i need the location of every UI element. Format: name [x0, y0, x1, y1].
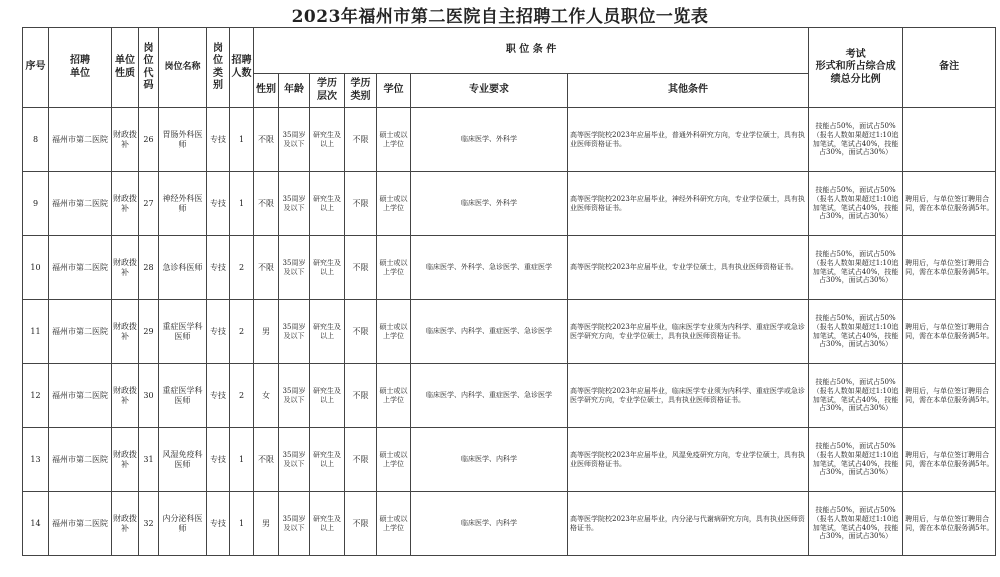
cell-major: 临床医学、外科学 [411, 172, 568, 236]
header-other: 其他条件 [568, 74, 809, 108]
header-seq: 序号 [23, 28, 49, 108]
cell-degree: 硕士或以上学位 [377, 492, 411, 556]
cell-edu-level: 研究生及以上 [310, 428, 345, 492]
cell-unit: 福州市第二医院 [49, 300, 112, 364]
cell-degree: 硕士或以上学位 [377, 364, 411, 428]
cell-count: 2 [230, 236, 254, 300]
cell-remark: 聘用后，与单位签订聘用合同，需在本单位服务满5年。 [903, 300, 996, 364]
cell-edu-level: 研究生及以上 [310, 108, 345, 172]
cell-count: 2 [230, 300, 254, 364]
cell-unit: 福州市第二医院 [49, 364, 112, 428]
cell-seq: 13 [23, 428, 49, 492]
header-nature: 单位 性质 [112, 28, 139, 108]
cell-exam: 技能占50%，面试占50%（报名人数如果超过1:10追加笔试，笔试占40%，技能占30%，面试占30%） [809, 300, 903, 364]
cell-seq: 10 [23, 236, 49, 300]
cell-position-name: 神经外科医师 [159, 172, 207, 236]
cell-age: 35周岁及以下 [279, 236, 310, 300]
cell-nature: 财政拨补 [112, 428, 139, 492]
cell-edu-type: 不限 [345, 364, 377, 428]
cell-exam: 技能占50%，面试占50%（报名人数如果超过1:10追加笔试，笔试占40%，技能占30%，面试占30%） [809, 492, 903, 556]
cell-remark: 聘用后，与单位签订聘用合同，需在本单位服务满5年。 [903, 492, 996, 556]
cell-major: 临床医学、内科学 [411, 428, 568, 492]
header-conditions: 职 位 条 件 [254, 28, 809, 74]
cell-code: 30 [139, 364, 159, 428]
table-row [23, 300, 996, 364]
cell-remark: 聘用后，与单位签订聘用合同，需在本单位服务满5年。 [903, 172, 996, 236]
cell-other: 高等医学院校2023年应届毕业，专业学位硕士，具有执业医师资格证书。 [568, 236, 809, 300]
cell-unit: 福州市第二医院 [49, 428, 112, 492]
cell-category: 专技 [207, 108, 230, 172]
cell-remark: 聘用后，与单位签订聘用合同，需在本单位服务满5年。 [903, 364, 996, 428]
cell-edu-level: 研究生及以上 [310, 364, 345, 428]
cell-exam: 技能占50%，面试占50%（报名人数如果超过1:10追加笔试，笔试占40%，技能占30%，面试占30%） [809, 364, 903, 428]
cell-edu-type: 不限 [345, 172, 377, 236]
cell-unit: 福州市第二医院 [49, 108, 112, 172]
table-row [23, 172, 996, 236]
cell-code: 28 [139, 236, 159, 300]
cell-age: 35周岁及以下 [279, 428, 310, 492]
cell-seq: 12 [23, 364, 49, 428]
header-remark: 备注 [903, 28, 996, 108]
cell-other: 高等医学院校2023年应届毕业，临床医学专业须为内科学、重症医学或急诊医学研究方向，专业学位硕士，具有执业医师资格证书。 [568, 300, 809, 364]
cell-position-name: 急诊科医师 [159, 236, 207, 300]
cell-age: 35周岁及以下 [279, 492, 310, 556]
cell-position-name: 胃肠外科医师 [159, 108, 207, 172]
cell-position-name: 重症医学科医师 [159, 364, 207, 428]
cell-category: 专技 [207, 492, 230, 556]
cell-code: 27 [139, 172, 159, 236]
cell-gender: 男 [254, 492, 279, 556]
cell-count: 2 [230, 364, 254, 428]
cell-other: 高等医学院校2023年应届毕业，风湿免疫研究方向，专业学位硕士，具有执业医师资格证书。 [568, 428, 809, 492]
cell-age: 35周岁及以下 [279, 364, 310, 428]
header-category: 岗 位 类 别 [207, 28, 230, 108]
cell-age: 35周岁及以下 [279, 300, 310, 364]
cell-category: 专技 [207, 428, 230, 492]
header-age: 年龄 [279, 74, 310, 108]
cell-nature: 财政拨补 [112, 236, 139, 300]
cell-count: 1 [230, 108, 254, 172]
cell-count: 1 [230, 492, 254, 556]
cell-code: 32 [139, 492, 159, 556]
cell-seq: 9 [23, 172, 49, 236]
cell-category: 专技 [207, 172, 230, 236]
table-row [23, 364, 996, 428]
cell-position-name: 内分泌科医师 [159, 492, 207, 556]
cell-category: 专技 [207, 236, 230, 300]
cell-nature: 财政拨补 [112, 300, 139, 364]
header-count: 招聘 人数 [230, 28, 254, 108]
cell-edu-type: 不限 [345, 236, 377, 300]
cell-edu-type: 不限 [345, 300, 377, 364]
page-title: 2023年福州市第二医院自主招聘工作人员职位一览表 [291, 7, 709, 27]
cell-major: 临床医学、外科学、急诊医学、重症医学 [411, 236, 568, 300]
table-row [23, 108, 996, 172]
cell-edu-type: 不限 [345, 428, 377, 492]
cell-category: 专技 [207, 364, 230, 428]
cell-category: 专技 [207, 300, 230, 364]
cell-remark: 聘用后，与单位签订聘用合同，需在本单位服务满5年。 [903, 428, 996, 492]
cell-nature: 财政拨补 [112, 172, 139, 236]
cell-seq: 8 [23, 108, 49, 172]
cell-major: 临床医学、外科学 [411, 108, 568, 172]
cell-position-name: 风湿免疫科医师 [159, 428, 207, 492]
cell-edu-type: 不限 [345, 108, 377, 172]
cell-unit: 福州市第二医院 [49, 492, 112, 556]
cell-other: 高等医学院校2023年应届毕业，内分泌与代谢病研究方向，具有执业医师资格证书。 [568, 492, 809, 556]
cell-unit: 福州市第二医院 [49, 172, 112, 236]
cell-other: 高等医学院校2023年应届毕业，普通外科研究方向，专业学位硕士，具有执业医师资格证书。 [568, 108, 809, 172]
cell-major: 临床医学、内科学、重症医学、急诊医学 [411, 364, 568, 428]
cell-major: 临床医学、内科学、重症医学、急诊医学 [411, 300, 568, 364]
header-major: 专业要求 [411, 74, 568, 108]
cell-degree: 硕士或以上学位 [377, 108, 411, 172]
cell-unit: 福州市第二医院 [49, 236, 112, 300]
cell-count: 1 [230, 172, 254, 236]
cell-degree: 硕士或以上学位 [377, 236, 411, 300]
table-row [23, 428, 996, 492]
cell-gender: 不限 [254, 108, 279, 172]
cell-exam: 技能占50%，面试占50%（报名人数如果超过1:10追加笔试，笔试占40%，技能占30%，面试占30%） [809, 108, 903, 172]
cell-age: 35周岁及以下 [279, 172, 310, 236]
cell-major: 临床医学、内科学 [411, 492, 568, 556]
header-degree: 学位 [377, 74, 411, 108]
cell-gender: 女 [254, 364, 279, 428]
header-edu-type: 学历 类别 [345, 74, 377, 108]
cell-degree: 硕士或以上学位 [377, 300, 411, 364]
header-exam: 考试 形式和所占综合成 绩总分比例 [809, 28, 903, 108]
header-unit: 招聘 单位 [49, 28, 112, 108]
header-code: 岗 位 代 码 [139, 28, 159, 108]
positions-table [22, 27, 996, 556]
header-position-name: 岗位名称 [159, 28, 207, 108]
cell-exam: 技能占50%，面试占50%（报名人数如果超过1:10追加笔试，笔试占40%，技能占30%，面试占30%） [809, 236, 903, 300]
cell-degree: 硕士或以上学位 [377, 172, 411, 236]
cell-gender: 不限 [254, 236, 279, 300]
cell-edu-type: 不限 [345, 492, 377, 556]
table-row [23, 492, 996, 556]
cell-other: 高等医学院校2023年应届毕业，神经外科研究方向，专业学位硕士，具有执业医师资格证书。 [568, 172, 809, 236]
cell-edu-level: 研究生及以上 [310, 236, 345, 300]
cell-remark [903, 108, 996, 172]
header-row-1 [23, 28, 996, 74]
cell-edu-level: 研究生及以上 [310, 300, 345, 364]
header-gender: 性别 [254, 74, 279, 108]
cell-gender: 不限 [254, 172, 279, 236]
cell-code: 29 [139, 300, 159, 364]
cell-gender: 男 [254, 300, 279, 364]
cell-degree: 硕士或以上学位 [377, 428, 411, 492]
table-row [23, 236, 996, 300]
cell-exam: 技能占50%，面试占50%（报名人数如果超过1:10追加笔试，笔试占40%，技能占30%，面试占30%） [809, 428, 903, 492]
cell-count: 1 [230, 428, 254, 492]
cell-edu-level: 研究生及以上 [310, 492, 345, 556]
cell-age: 35周岁及以下 [279, 108, 310, 172]
cell-remark: 聘用后，与单位签订聘用合同，需在本单位服务满5年。 [903, 236, 996, 300]
cell-seq: 11 [23, 300, 49, 364]
cell-seq: 14 [23, 492, 49, 556]
cell-edu-level: 研究生及以上 [310, 172, 345, 236]
cell-other: 高等医学院校2023年应届毕业，临床医学专业须为内科学、重症医学或急诊医学研究方向，专业学位硕士，具有执业医师资格证书。 [568, 364, 809, 428]
cell-gender: 不限 [254, 428, 279, 492]
header-edu-level: 学历 层次 [310, 74, 345, 108]
cell-code: 31 [139, 428, 159, 492]
cell-nature: 财政拨补 [112, 108, 139, 172]
cell-nature: 财政拨补 [112, 364, 139, 428]
cell-position-name: 重症医学科医师 [159, 300, 207, 364]
cell-exam: 技能占50%，面试占50%（报名人数如果超过1:10追加笔试，笔试占40%，技能占30%，面试占30%） [809, 172, 903, 236]
cell-code: 26 [139, 108, 159, 172]
cell-nature: 财政拨补 [112, 492, 139, 556]
